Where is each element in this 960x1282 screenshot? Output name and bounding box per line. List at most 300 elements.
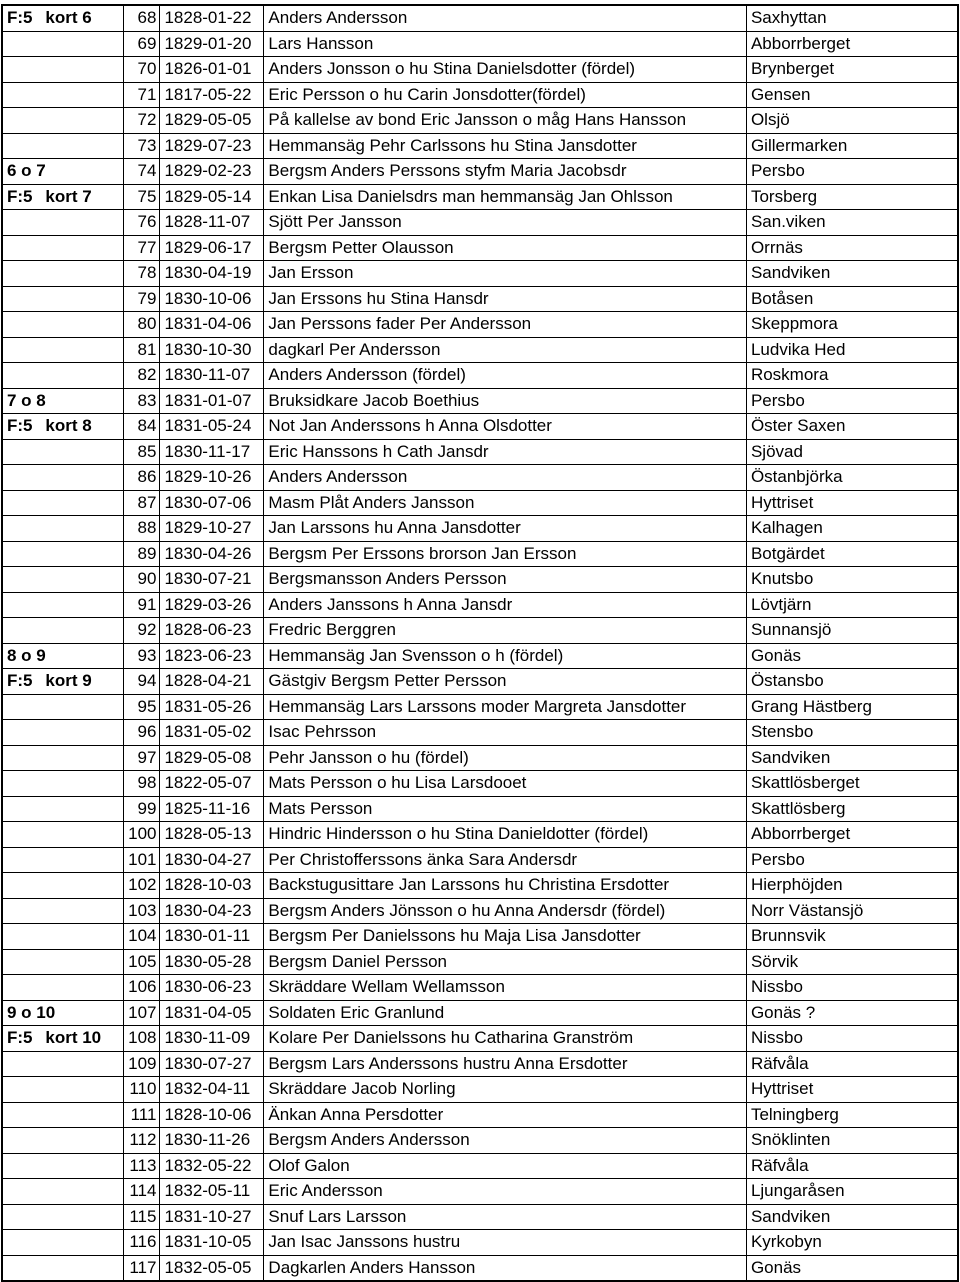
place-cell: Räfvåla (746, 1051, 958, 1077)
place-cell: Östanbjörka (746, 465, 958, 491)
table-row (2, 1230, 958, 1256)
number-cell: 116 (124, 1230, 160, 1256)
date-cell: 1829-05-08 (160, 745, 264, 771)
name-cell: Masm Plåt Anders Jansson (264, 490, 747, 516)
place-cell: Grang Hästberg (746, 694, 958, 720)
date-cell: 1828-10-03 (160, 873, 264, 899)
volume-cell (2, 898, 41, 924)
volume-cell: F:5 (2, 414, 41, 440)
volume-cell (2, 261, 41, 287)
name-cell: Not Jan Anderssons h Anna Olsdotter (264, 414, 747, 440)
volume-cell (2, 1255, 41, 1281)
place-cell: Kalhagen (746, 516, 958, 542)
table-row (2, 898, 958, 924)
volume-cell (2, 133, 41, 159)
name-cell: Anders Janssons h Anna Jansdr (264, 592, 747, 618)
card-cell (41, 975, 123, 1001)
number-cell: 83 (124, 388, 160, 414)
number-cell: 72 (124, 108, 160, 134)
place-cell: Gensen (746, 82, 958, 108)
volume-cell (2, 796, 41, 822)
date-cell: 1830-11-26 (160, 1128, 264, 1154)
number-cell: 68 (124, 5, 160, 31)
number-cell: 100 (124, 822, 160, 848)
number-cell: 80 (124, 312, 160, 338)
table-row (2, 235, 958, 261)
place-cell: Nissbo (746, 975, 958, 1001)
place-cell: Kyrkobyn (746, 1230, 958, 1256)
name-cell: Skräddare Wellam Wellamsson (264, 975, 747, 1001)
date-cell: 1830-11-09 (160, 1026, 264, 1052)
date-cell: 1825-11-16 (160, 796, 264, 822)
table-row (2, 363, 958, 389)
table-row (2, 1204, 958, 1230)
name-cell: Jan Perssons fader Per Andersson (264, 312, 747, 338)
table-row (2, 210, 958, 236)
card-cell (41, 159, 123, 185)
number-cell: 105 (124, 949, 160, 975)
number-cell: 87 (124, 490, 160, 516)
volume-cell (2, 1230, 41, 1256)
place-cell: Norr Västansjö (746, 898, 958, 924)
volume-cell (2, 516, 41, 542)
number-cell: 113 (124, 1153, 160, 1179)
number-cell: 82 (124, 363, 160, 389)
number-cell: 84 (124, 414, 160, 440)
volume-cell (2, 592, 41, 618)
card-cell (41, 771, 123, 797)
place-cell: Sjövad (746, 439, 958, 465)
name-cell: Snuf Lars Larsson (264, 1204, 747, 1230)
volume-cell: F:5 (2, 669, 41, 695)
card-cell (41, 465, 123, 491)
date-cell: 1830-05-28 (160, 949, 264, 975)
table-row (2, 1128, 958, 1154)
table-row (2, 745, 958, 771)
card-cell (41, 847, 123, 873)
date-cell: 1830-10-30 (160, 337, 264, 363)
date-cell: 1832-04-11 (160, 1077, 264, 1103)
name-cell: Dagkarlen Anders Hansson (264, 1255, 747, 1281)
place-cell: Telningberg (746, 1102, 958, 1128)
table-row (2, 414, 958, 440)
volume-cell (2, 286, 41, 312)
number-cell: 103 (124, 898, 160, 924)
table-row (2, 949, 958, 975)
table-row (2, 669, 958, 695)
place-cell: Gonäs (746, 1255, 958, 1281)
date-cell: 1828-05-13 (160, 822, 264, 848)
volume-cell (2, 1051, 41, 1077)
name-cell: Bergsm Per Danielssons hu Maja Lisa Jansdotter (264, 924, 747, 950)
card-cell (41, 541, 123, 567)
number-cell: 104 (124, 924, 160, 950)
name-cell: Anders Andersson (264, 465, 747, 491)
date-cell: 1832-05-11 (160, 1179, 264, 1205)
table-row (2, 261, 958, 287)
place-cell: Sandviken (746, 1204, 958, 1230)
table-row (2, 796, 958, 822)
name-cell: Hindric Hindersson o hu Stina Danieldotter (fördel) (264, 822, 747, 848)
table-row (2, 1077, 958, 1103)
card-cell (41, 337, 123, 363)
number-cell: 110 (124, 1077, 160, 1103)
name-cell: Per Christofferssons änka Sara Andersdr (264, 847, 747, 873)
card-cell (41, 1255, 123, 1281)
card-cell (41, 822, 123, 848)
date-cell: 1830-07-21 (160, 567, 264, 593)
volume-cell (2, 1179, 41, 1205)
number-cell: 96 (124, 720, 160, 746)
card-cell (41, 873, 123, 899)
name-cell: Eric Persson o hu Carin Jonsdotter(fördel) (264, 82, 747, 108)
name-cell: Anders Jonsson o hu Stina Danielsdotter (fördel) (264, 57, 747, 83)
volume-cell (2, 235, 41, 261)
volume-cell (2, 694, 41, 720)
volume-cell (2, 745, 41, 771)
volume-cell (2, 1204, 41, 1230)
place-cell: Gillermarken (746, 133, 958, 159)
table-row (2, 286, 958, 312)
volume-cell (2, 541, 41, 567)
number-cell: 86 (124, 465, 160, 491)
name-cell: Jan Larssons hu Anna Jansdotter (264, 516, 747, 542)
place-cell: Botåsen (746, 286, 958, 312)
place-cell: Sandviken (746, 745, 958, 771)
card-cell (41, 592, 123, 618)
table-row (2, 694, 958, 720)
number-cell: 78 (124, 261, 160, 287)
card-cell (41, 567, 123, 593)
date-cell: 1829-07-23 (160, 133, 264, 159)
number-cell: 92 (124, 618, 160, 644)
number-cell: 74 (124, 159, 160, 185)
date-cell: 1822-05-07 (160, 771, 264, 797)
card-cell (41, 388, 123, 414)
records-body (2, 5, 958, 1281)
name-cell: Sjött Per Jansson (264, 210, 747, 236)
date-cell: 1829-03-26 (160, 592, 264, 618)
number-cell: 107 (124, 1000, 160, 1026)
card-cell (41, 235, 123, 261)
card-cell (41, 1153, 123, 1179)
place-cell: Skattlösberg (746, 796, 958, 822)
date-cell: 1832-05-05 (160, 1255, 264, 1281)
place-cell: Torsberg (746, 184, 958, 210)
number-cell: 91 (124, 592, 160, 618)
card-cell (41, 286, 123, 312)
volume-cell (2, 975, 41, 1001)
place-cell: Abborrberget (746, 31, 958, 57)
table-row (2, 82, 958, 108)
number-cell: 114 (124, 1179, 160, 1205)
date-cell: 1831-05-26 (160, 694, 264, 720)
table-row (2, 1179, 958, 1205)
card-cell (41, 745, 123, 771)
date-cell: 1831-05-24 (160, 414, 264, 440)
number-cell: 75 (124, 184, 160, 210)
card-cell (41, 949, 123, 975)
volume-cell (2, 465, 41, 491)
date-cell: 1831-05-02 (160, 720, 264, 746)
volume-cell: 7 o 8 (2, 388, 41, 414)
card-cell (41, 312, 123, 338)
name-cell: Bergsm Anders Perssons styfm Maria Jacobsdr (264, 159, 747, 185)
card-cell (41, 57, 123, 83)
date-cell: 1828-06-23 (160, 618, 264, 644)
name-cell: Skräddare Jacob Norling (264, 1077, 747, 1103)
card-cell (41, 108, 123, 134)
name-cell: Lars Hansson (264, 31, 747, 57)
name-cell: Pehr Jansson o hu (fördel) (264, 745, 747, 771)
name-cell: Fredric Berggren (264, 618, 747, 644)
card-cell (41, 1102, 123, 1128)
volume-cell: F:5 (2, 184, 41, 210)
name-cell: Jan Erssons hu Stina Hansdr (264, 286, 747, 312)
place-cell: Gonäs (746, 643, 958, 669)
table-row (2, 108, 958, 134)
place-cell: Hyttriset (746, 490, 958, 516)
name-cell: Bergsm Per Erssons brorson Jan Ersson (264, 541, 747, 567)
date-cell: 1831-04-06 (160, 312, 264, 338)
name-cell: Hemmansäg Pehr Carlssons hu Stina Jansdotter (264, 133, 747, 159)
card-cell (41, 796, 123, 822)
volume-cell (2, 1128, 41, 1154)
date-cell: 1831-10-05 (160, 1230, 264, 1256)
place-cell: Brynberget (746, 57, 958, 83)
volume-cell: 8 o 9 (2, 643, 41, 669)
volume-cell (2, 57, 41, 83)
name-cell: Bergsmansson Anders Persson (264, 567, 747, 593)
date-cell: 1830-11-07 (160, 363, 264, 389)
date-cell: 1829-10-26 (160, 465, 264, 491)
table-row (2, 822, 958, 848)
table-row (2, 592, 958, 618)
card-cell: kort 9 (41, 669, 123, 695)
card-cell (41, 31, 123, 57)
number-cell: 115 (124, 1204, 160, 1230)
card-cell (41, 618, 123, 644)
card-cell (41, 1077, 123, 1103)
place-cell: Abborrberget (746, 822, 958, 848)
name-cell: Bergsm Anders Jönsson o hu Anna Andersdr (fördel) (264, 898, 747, 924)
date-cell: 1830-07-06 (160, 490, 264, 516)
date-cell: 1830-04-19 (160, 261, 264, 287)
table-row (2, 873, 958, 899)
card-cell (41, 720, 123, 746)
date-cell: 1830-07-27 (160, 1051, 264, 1077)
date-cell: 1830-04-27 (160, 847, 264, 873)
date-cell: 1831-01-07 (160, 388, 264, 414)
place-cell: Lövtjärn (746, 592, 958, 618)
number-cell: 106 (124, 975, 160, 1001)
name-cell: Mats Persson o hu Lisa Larsdooet (264, 771, 747, 797)
card-cell (41, 261, 123, 287)
date-cell: 1826-01-01 (160, 57, 264, 83)
name-cell: Mats Persson (264, 796, 747, 822)
name-cell: Bergsm Lars Anderssons hustru Anna Ersdotter (264, 1051, 747, 1077)
name-cell: Kolare Per Danielssons hu Catharina Granström (264, 1026, 747, 1052)
place-cell: Hierphöjden (746, 873, 958, 899)
date-cell: 1832-05-22 (160, 1153, 264, 1179)
card-cell (41, 1204, 123, 1230)
number-cell: 81 (124, 337, 160, 363)
volume-cell (2, 618, 41, 644)
name-cell: Anders Andersson (fördel) (264, 363, 747, 389)
table-row (2, 1102, 958, 1128)
place-cell: Öster Saxen (746, 414, 958, 440)
place-cell: Gonäs ? (746, 1000, 958, 1026)
name-cell: Eric Hanssons h Cath Jansdr (264, 439, 747, 465)
name-cell: Anders Andersson (264, 5, 747, 31)
volume-cell (2, 847, 41, 873)
card-cell (41, 363, 123, 389)
name-cell: Bergsm Petter Olausson (264, 235, 747, 261)
volume-cell (2, 924, 41, 950)
table-row (2, 57, 958, 83)
date-cell: 1829-01-20 (160, 31, 264, 57)
date-cell: 1817-05-22 (160, 82, 264, 108)
volume-cell (2, 1077, 41, 1103)
table-row (2, 159, 958, 185)
table-row (2, 490, 958, 516)
table-row (2, 184, 958, 210)
number-cell: 89 (124, 541, 160, 567)
number-cell: 101 (124, 847, 160, 873)
name-cell: Bruksidkare Jacob Boethius (264, 388, 747, 414)
number-cell: 79 (124, 286, 160, 312)
name-cell: Jan Isac Janssons hustru (264, 1230, 747, 1256)
date-cell: 1831-10-27 (160, 1204, 264, 1230)
name-cell: Jan Ersson (264, 261, 747, 287)
date-cell: 1830-04-26 (160, 541, 264, 567)
name-cell: Olof Galon (264, 1153, 747, 1179)
volume-cell (2, 82, 41, 108)
number-cell: 69 (124, 31, 160, 57)
table-row (2, 720, 958, 746)
date-cell: 1828-01-22 (160, 5, 264, 31)
table-row (2, 1051, 958, 1077)
card-cell: kort 8 (41, 414, 123, 440)
date-cell: 1830-01-11 (160, 924, 264, 950)
card-cell (41, 1179, 123, 1205)
card-cell (41, 516, 123, 542)
volume-cell (2, 1153, 41, 1179)
place-cell: Skattlösberget (746, 771, 958, 797)
volume-cell (2, 567, 41, 593)
volume-cell (2, 490, 41, 516)
place-cell: Ljungaråsen (746, 1179, 958, 1205)
name-cell: Eric Andersson (264, 1179, 747, 1205)
volume-cell: F:5 (2, 1026, 41, 1052)
table-row (2, 618, 958, 644)
table-row (2, 847, 958, 873)
card-cell (41, 1051, 123, 1077)
number-cell: 97 (124, 745, 160, 771)
date-cell: 1830-04-23 (160, 898, 264, 924)
volume-cell (2, 822, 41, 848)
place-cell: Sandviken (746, 261, 958, 287)
date-cell: 1828-04-21 (160, 669, 264, 695)
volume-cell (2, 337, 41, 363)
number-cell: 90 (124, 567, 160, 593)
number-cell: 99 (124, 796, 160, 822)
place-cell: Nissbo (746, 1026, 958, 1052)
number-cell: 108 (124, 1026, 160, 1052)
table-row (2, 1026, 958, 1052)
table-row (2, 567, 958, 593)
number-cell: 102 (124, 873, 160, 899)
date-cell: 1830-11-17 (160, 439, 264, 465)
volume-cell: 9 o 10 (2, 1000, 41, 1026)
place-cell: Stensbo (746, 720, 958, 746)
name-cell: Gästgiv Bergsm Petter Persson (264, 669, 747, 695)
place-cell: Saxhyttan (746, 5, 958, 31)
number-cell: 88 (124, 516, 160, 542)
table-row (2, 5, 958, 31)
name-cell: Soldaten Eric Granlund (264, 1000, 747, 1026)
card-cell (41, 924, 123, 950)
table-row (2, 771, 958, 797)
volume-cell (2, 108, 41, 134)
table-row (2, 643, 958, 669)
number-cell: 112 (124, 1128, 160, 1154)
number-cell: 77 (124, 235, 160, 261)
date-cell: 1829-10-27 (160, 516, 264, 542)
number-cell: 111 (124, 1102, 160, 1128)
name-cell: Hemmansäg Lars Larssons moder Margreta Jansdotter (264, 694, 747, 720)
table-row (2, 388, 958, 414)
volume-cell (2, 1102, 41, 1128)
volume-cell (2, 210, 41, 236)
table-row (2, 1153, 958, 1179)
table-row (2, 1255, 958, 1281)
table-row (2, 312, 958, 338)
number-cell: 95 (124, 694, 160, 720)
date-cell: 1831-04-05 (160, 1000, 264, 1026)
table-row (2, 31, 958, 57)
name-cell: Hemmansäg Jan Svensson o h (fördel) (264, 643, 747, 669)
date-cell: 1823-06-23 (160, 643, 264, 669)
date-cell: 1830-10-06 (160, 286, 264, 312)
name-cell: Änkan Anna Persdotter (264, 1102, 747, 1128)
card-cell: kort 6 (41, 5, 123, 31)
table-row (2, 1000, 958, 1026)
card-cell (41, 210, 123, 236)
place-cell: Persbo (746, 388, 958, 414)
place-cell: Persbo (746, 159, 958, 185)
date-cell: 1829-06-17 (160, 235, 264, 261)
card-cell: kort 7 (41, 184, 123, 210)
place-cell: Hyttriset (746, 1077, 958, 1103)
place-cell: San.viken (746, 210, 958, 236)
table-row (2, 439, 958, 465)
volume-cell (2, 363, 41, 389)
place-cell: Sunnansjö (746, 618, 958, 644)
name-cell: På kallelse av bond Eric Jansson o måg Hans Hansson (264, 108, 747, 134)
place-cell: Ludvika Hed (746, 337, 958, 363)
number-cell: 117 (124, 1255, 160, 1281)
place-cell: Roskmora (746, 363, 958, 389)
card-cell (41, 439, 123, 465)
table-row (2, 337, 958, 363)
table-row (2, 924, 958, 950)
number-cell: 109 (124, 1051, 160, 1077)
card-cell (41, 1230, 123, 1256)
name-cell: Enkan Lisa Danielsdrs man hemmansäg Jan Ohlsson (264, 184, 747, 210)
card-cell: kort 10 (41, 1026, 123, 1052)
card-cell (41, 898, 123, 924)
